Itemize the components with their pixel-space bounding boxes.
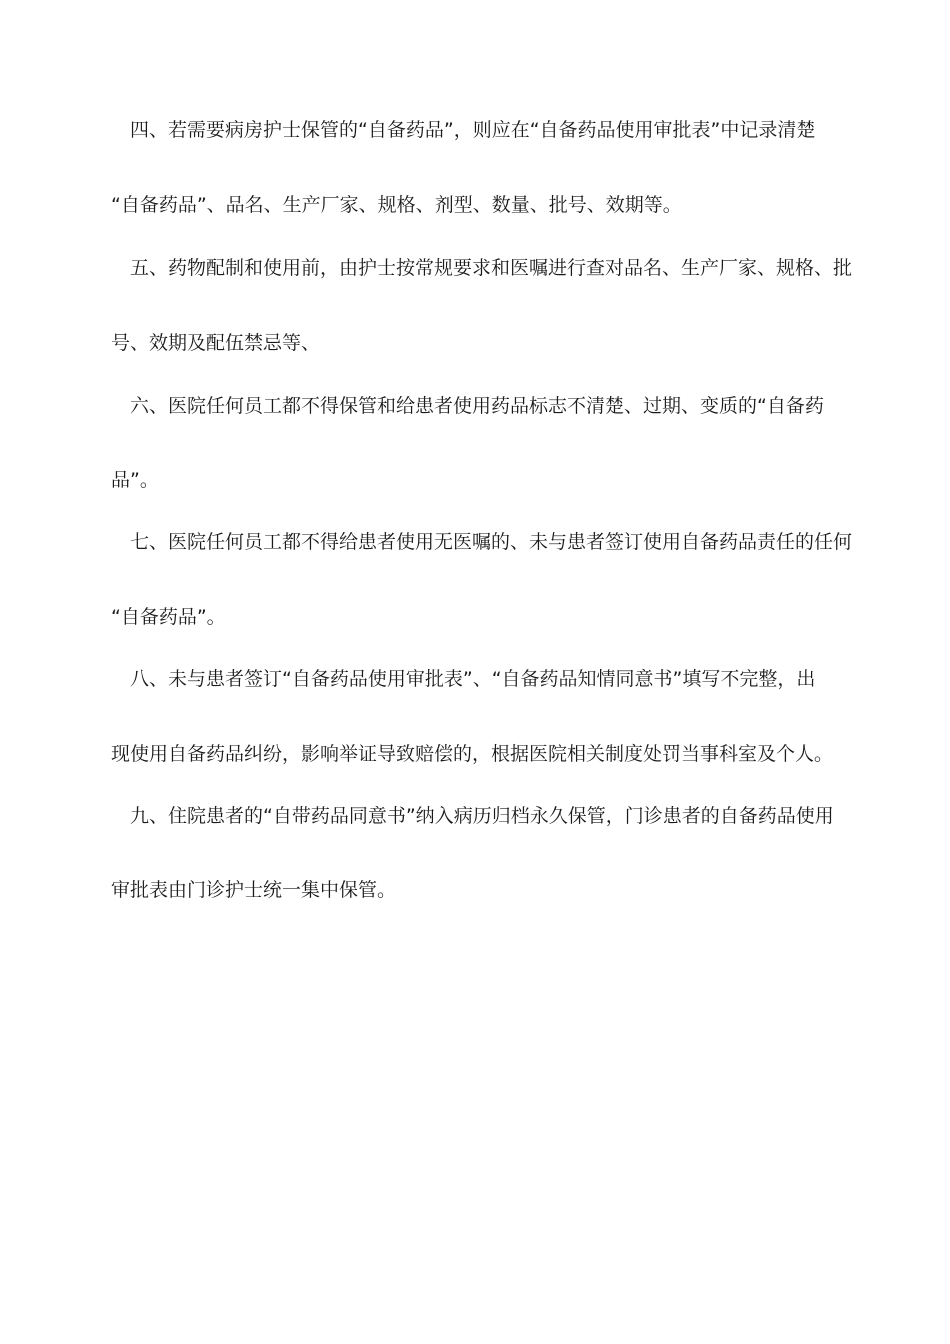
paragraph-7-line-2: “自备药品”。 — [111, 606, 226, 628]
paragraph-6-line-2: 品”。 — [111, 469, 159, 491]
paragraph-4-line-2: “自备药品”、品名、生产厂家、规格、剂型、数量、批号、效期等。 — [111, 194, 682, 216]
paragraph-4-line-1: 四、若需要病房护士保管的“自备药品”，则应在“自备药品使用审批表”中记录清楚 — [111, 119, 816, 141]
paragraph-6-line-1: 六、医院任何员工都不得保管和给患者使用药品标志不清楚、过期、变质的“自备药 — [111, 395, 824, 417]
paragraph-8-line-2: 现使用自备药品纠纷，影响举证导致赔偿的，根据医院相关制度处罚当事科室及个人。 — [111, 743, 834, 765]
paragraph-7-line-1: 七、医院任何员工都不得给患者使用无医嘱的、未与患者签订使用自备药品责任的任何 — [111, 531, 853, 553]
paragraph-8-line-1: 八、未与患者签订“自备药品使用审批表”、“自备药品知情同意书”填写不完整，出 — [111, 668, 816, 690]
paragraph-9-line-2: 审批表由门诊护士统一集中保管。 — [111, 879, 397, 901]
paragraph-9-line-1: 九、住院患者的“自带药品同意书”纳入病历归档永久保管，门诊患者的自备药品使用 — [111, 805, 834, 827]
paragraph-5-line-1: 五、药物配制和使用前，由护士按常规要求和医嘱进行查对品名、生产厂家、规格、批 — [111, 257, 853, 279]
paragraph-5-line-2: 号、效期及配伍禁忌等、 — [111, 332, 321, 354]
